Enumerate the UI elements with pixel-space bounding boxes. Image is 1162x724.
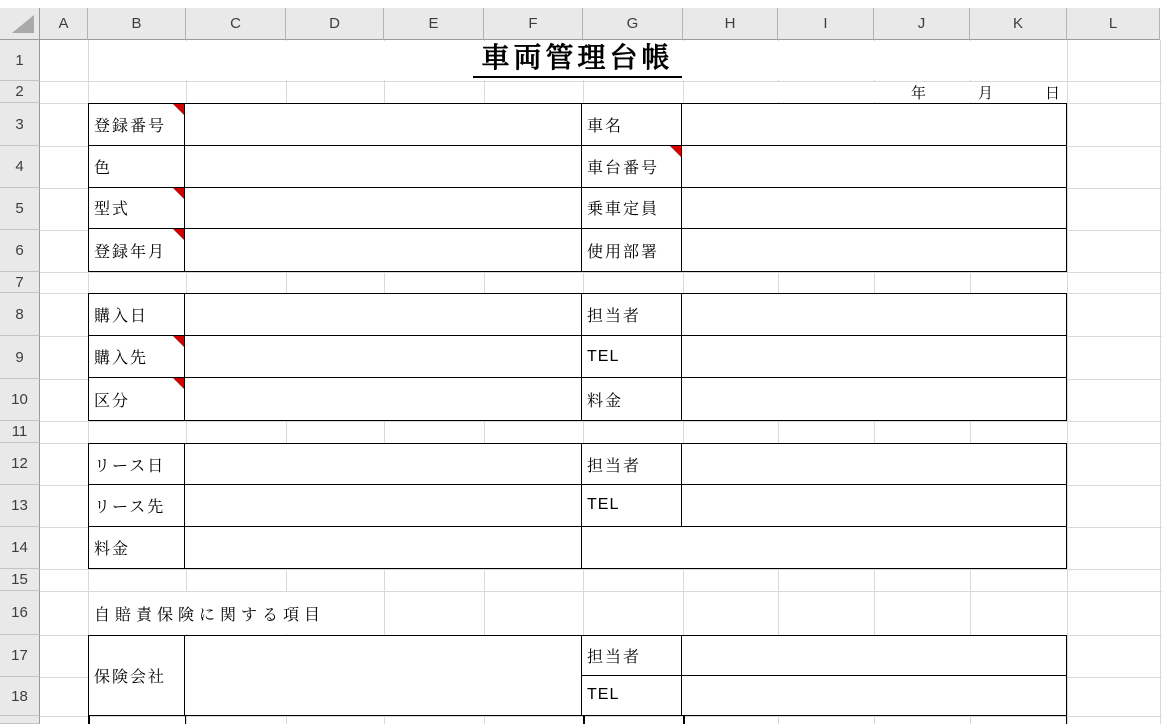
sheet-title: 車両管理台帳 xyxy=(473,43,681,78)
label-cell[interactable] xyxy=(582,676,682,716)
label-cell[interactable] xyxy=(582,104,682,146)
insurance-section-heading-cell[interactable] xyxy=(89,592,384,634)
row-header-16[interactable]: 16 xyxy=(0,591,40,635)
row-header-9[interactable]: 9 xyxy=(0,336,40,379)
cell-text: 色 xyxy=(94,159,113,177)
table-border-stub xyxy=(683,716,685,724)
gridline xyxy=(40,421,1162,422)
row-header-12[interactable]: 12 xyxy=(0,443,40,485)
date-month-label: 月 xyxy=(977,84,993,102)
cell-text: リース日 xyxy=(94,457,166,475)
label-cell[interactable] xyxy=(89,336,185,378)
cell-text: 担当者 xyxy=(587,648,642,666)
date-year-label: 年 xyxy=(910,84,926,102)
row-header-18[interactable]: 18 xyxy=(0,677,40,716)
comment-indicator-icon xyxy=(173,188,184,199)
label-cell[interactable] xyxy=(582,229,682,271)
value-cell[interactable] xyxy=(682,146,1066,188)
value-cell[interactable] xyxy=(682,294,1066,336)
label-cell[interactable] xyxy=(582,188,682,230)
label-cell[interactable] xyxy=(89,444,185,485)
lease-info-table xyxy=(88,443,1067,569)
gridline xyxy=(40,569,1162,570)
label-cell[interactable] xyxy=(582,444,682,485)
label-cell[interactable] xyxy=(89,294,185,336)
gridline xyxy=(1160,40,1161,724)
comment-indicator-icon xyxy=(173,378,184,389)
value-cell[interactable] xyxy=(682,444,1066,485)
cell-text: 担当者 xyxy=(587,308,642,325)
label-cell[interactable] xyxy=(89,188,185,230)
value-cell[interactable] xyxy=(682,229,1066,271)
insurance-section-heading: 自賠責保険に関する項目 xyxy=(94,606,326,624)
column-header-K[interactable]: K xyxy=(970,8,1067,40)
value-cell[interactable] xyxy=(185,188,582,230)
value-cell[interactable] xyxy=(185,294,582,336)
label-cell[interactable] xyxy=(582,146,682,188)
vehicle-info-table xyxy=(88,103,1067,272)
column-header-I[interactable]: I xyxy=(778,8,874,40)
value-cell[interactable] xyxy=(185,104,582,146)
column-header-G[interactable]: G xyxy=(583,8,683,40)
table-border-stub xyxy=(88,716,90,724)
column-header-L[interactable]: L xyxy=(1067,8,1160,40)
row-header-2[interactable]: 2 xyxy=(0,81,40,103)
label-cell[interactable] xyxy=(89,636,185,715)
value-cell[interactable] xyxy=(185,485,582,526)
select-all-triangle-icon xyxy=(12,15,34,33)
column-header-E[interactable]: E xyxy=(384,8,484,40)
cell-text: 購入先 xyxy=(94,350,149,367)
gridline xyxy=(40,716,1162,717)
value-cell[interactable] xyxy=(682,485,1066,526)
insurance-table xyxy=(88,635,1067,716)
cell-text: TEL xyxy=(587,686,620,704)
label-cell[interactable] xyxy=(582,336,682,378)
date-day-label: 日 xyxy=(1044,84,1060,102)
label-cell[interactable] xyxy=(582,636,682,676)
comment-indicator-icon xyxy=(173,104,184,115)
row-header-11[interactable]: 11 xyxy=(0,421,40,443)
column-header-J[interactable]: J xyxy=(874,8,970,40)
row-header-8[interactable]: 8 xyxy=(0,293,40,336)
value-cell[interactable] xyxy=(582,527,1066,568)
value-cell[interactable] xyxy=(682,188,1066,230)
cell-text: 車名 xyxy=(587,117,624,135)
gridline xyxy=(1067,40,1068,724)
cell-text: 登録年月 xyxy=(94,243,167,261)
label-cell[interactable] xyxy=(582,294,682,336)
column-header-D[interactable]: D xyxy=(286,8,384,40)
label-cell[interactable] xyxy=(89,485,185,526)
value-cell[interactable] xyxy=(185,146,582,188)
value-cell[interactable] xyxy=(682,104,1066,146)
row-header-partial[interactable] xyxy=(0,716,40,724)
column-header-A[interactable]: A xyxy=(40,8,88,40)
cell-text: 購入日 xyxy=(94,308,149,325)
value-cell[interactable] xyxy=(185,636,582,715)
row-header-1[interactable]: 1 xyxy=(0,40,40,81)
value-cell[interactable] xyxy=(682,378,1066,420)
label-cell[interactable] xyxy=(582,378,682,420)
row-header-6[interactable]: 6 xyxy=(0,230,40,272)
table-border-stub xyxy=(583,716,585,724)
comment-indicator-icon xyxy=(670,146,681,157)
sheet-title-cell[interactable] xyxy=(89,41,1066,80)
value-cell[interactable] xyxy=(682,636,1066,676)
cell-text: 使用部署 xyxy=(587,243,660,261)
cell-text: 料金 xyxy=(587,392,624,410)
value-cell[interactable] xyxy=(185,336,582,378)
column-header-F[interactable]: F xyxy=(484,8,583,40)
cell-text: 担当者 xyxy=(587,457,642,475)
value-cell[interactable] xyxy=(185,229,582,271)
label-cell[interactable] xyxy=(89,527,185,568)
cell-text: 乗車定員 xyxy=(587,201,660,219)
label-cell[interactable] xyxy=(89,378,185,420)
select-all-corner[interactable] xyxy=(0,8,40,40)
cell-text: 保険会社 xyxy=(94,669,167,686)
row-header-7[interactable]: 7 xyxy=(0,272,40,293)
row-header-10[interactable]: 10 xyxy=(0,379,40,421)
gridline xyxy=(40,272,1162,273)
value-cell[interactable] xyxy=(682,336,1066,378)
comment-indicator-icon xyxy=(173,336,184,347)
row-header-3[interactable]: 3 xyxy=(0,103,40,146)
row-header-4[interactable]: 4 xyxy=(0,146,40,188)
comment-indicator-icon xyxy=(173,229,184,240)
row-header-17[interactable]: 17 xyxy=(0,635,40,677)
value-cell[interactable] xyxy=(682,676,1066,716)
cell-text: 車台番号 xyxy=(587,159,660,177)
row-header-14[interactable]: 14 xyxy=(0,527,40,569)
purchase-info-table xyxy=(88,293,1067,421)
label-cell[interactable] xyxy=(89,229,185,271)
table-border-stub xyxy=(185,716,187,724)
value-cell[interactable] xyxy=(185,527,582,568)
cell-text: 登録番号 xyxy=(94,117,167,135)
cell-text: TEL xyxy=(587,496,620,514)
row-header-13[interactable]: 13 xyxy=(0,485,40,527)
column-header-C[interactable]: C xyxy=(186,8,286,40)
row-header-15[interactable]: 15 xyxy=(0,569,40,591)
label-cell[interactable] xyxy=(89,104,185,146)
row-header-5[interactable]: 5 xyxy=(0,188,40,230)
cell-text: 区分 xyxy=(94,392,131,410)
value-cell[interactable] xyxy=(185,444,582,485)
label-cell[interactable] xyxy=(89,146,185,188)
cell-text: リース先 xyxy=(94,498,166,516)
column-header-B[interactable]: B xyxy=(88,8,186,40)
date-cell[interactable] xyxy=(684,82,1066,102)
label-cell[interactable] xyxy=(582,485,682,526)
cell-text: 型式 xyxy=(94,201,131,219)
column-header-H[interactable]: H xyxy=(683,8,778,40)
value-cell[interactable] xyxy=(185,378,582,420)
cell-text: TEL xyxy=(587,347,620,365)
cell-text: 料金 xyxy=(94,540,131,558)
table-border-stub xyxy=(1066,716,1068,724)
